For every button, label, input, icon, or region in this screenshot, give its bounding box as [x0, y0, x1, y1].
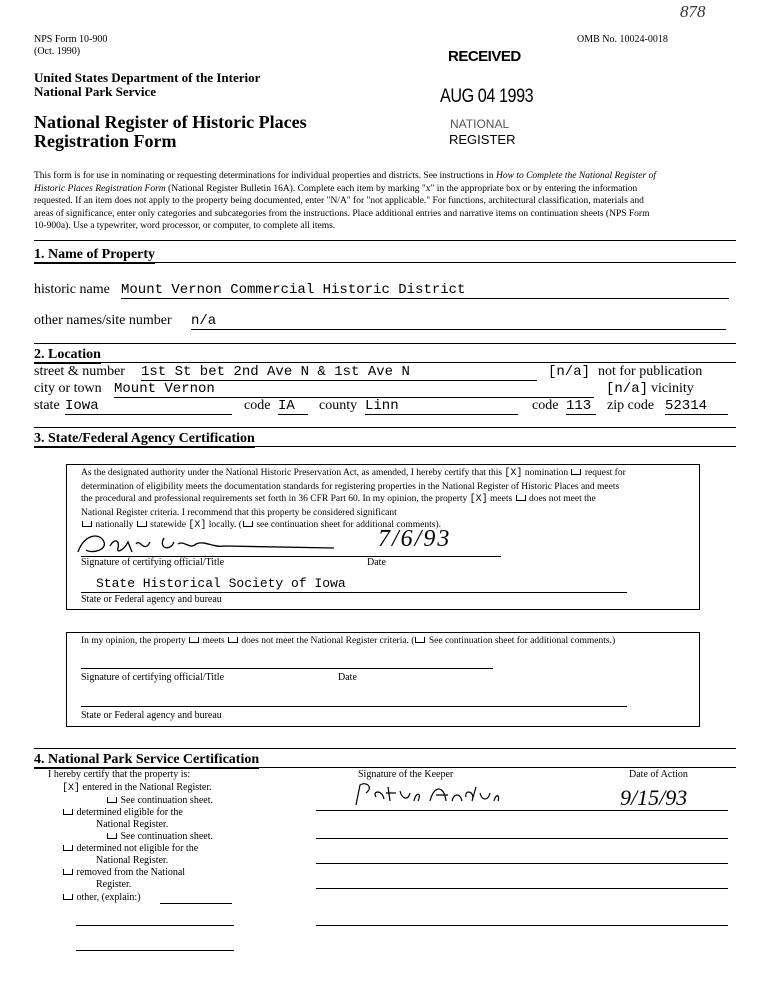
instructions: This form is for use in nominating or requesting determinations for individual properties and districts. See instructions in How to Complete the National Register of Historic Places Registration Form (National Register Bulletin 16A). Complete each item by marking "x" in the appropriate box or by entering the information requested. If an item does not apply to the property being documented, enter "N/A" for "not applicable." For functions, architectural classification, materials and areas of significance, enter only categories and subcategories from the instructions. Place additional entries and narrative items on continuation sheets (NPS Form 10-900a). Use a typewriter, word processor, or computer, to complete all items.: [34, 171, 656, 232]
agency-label: State or Federal agency and bureau: [81, 594, 222, 605]
page-title: National Register of Historic Places: [34, 112, 307, 132]
date-of-action-label: Date of Action: [629, 769, 688, 780]
other-line: [160, 903, 232, 904]
received-stamp: RECEIVED: [448, 48, 521, 65]
agency-label-2: State or Federal agency and bureau: [81, 710, 222, 721]
determined-not-eligible-option[interactable]: determined not eligible for the: [62, 843, 198, 855]
section-1-heading: 1. Name of Property: [34, 247, 156, 262]
stamp-date: AUG 04 1993: [440, 86, 534, 107]
explain-line: [76, 950, 234, 951]
not-for-publication-label: not for publication: [598, 364, 703, 379]
page-subtitle: Registration Form: [34, 131, 177, 151]
county-code-label: code: [532, 398, 559, 413]
determined-eligible-option[interactable]: determined eligible for the: [62, 807, 183, 819]
entered-option[interactable]: [X] entered in the National Register.: [62, 782, 212, 794]
section-3-heading: 3. State/Federal Agency Certification: [34, 431, 255, 446]
agency-line: [81, 592, 627, 593]
divider: [34, 767, 736, 768]
street-label: street & number: [34, 364, 125, 379]
other-option[interactable]: other, (explain:): [62, 892, 141, 904]
keeper-signature-label: Signature of the Keeper: [358, 769, 454, 780]
divider: [34, 748, 736, 749]
keeper-line: [316, 888, 728, 889]
keeper-signature: [352, 779, 502, 809]
keeper-line: [316, 810, 728, 811]
divider: [34, 362, 736, 363]
signature-label: Signature of certifying official/Title: [81, 557, 225, 568]
county-field[interactable]: Linn: [365, 398, 518, 415]
determined-eligible-line2: National Register.: [96, 819, 169, 830]
other-names-field[interactable]: n/a: [191, 313, 726, 330]
omb-number: OMB No. 10024-0018: [577, 34, 668, 45]
form-date: (Oct. 1990): [34, 46, 81, 57]
county-code-field[interactable]: 113: [566, 398, 596, 415]
state-official-signature: [74, 528, 344, 558]
vicinity-checkbox[interactable]: [n/a]: [606, 381, 649, 397]
keeper-line: [316, 925, 728, 926]
keeper-line: [316, 863, 728, 864]
section-2-heading: 2. Location: [34, 347, 101, 362]
state-label: state: [34, 398, 60, 413]
agency-field[interactable]: State Historical Society of Iowa: [96, 576, 346, 591]
keeper-line: [316, 838, 728, 839]
signature-line: [81, 668, 493, 669]
state-certification-text: As the designated authority under the National Historic Preservation Act, as amended, I hereby certify that this [X] nomination request for determination of eligibility meets the documentation standards for registering properties in the National Register of Historic Places and meets the procedural and professional requirements set forth in 36 CFR Part 60. In my opinion, the property [X] meets does not meet the National Register criteria. I recommend that this property be considered significant nationally statewide [X] locally. ( see continuation sheet for additional comments).: [81, 468, 626, 532]
street-field[interactable]: 1st St bet 2nd Ave N & 1st Ave N: [141, 364, 537, 381]
divider: [34, 240, 736, 241]
zip-field[interactable]: 52314: [665, 398, 728, 415]
city-field[interactable]: Mount Vernon: [114, 381, 594, 398]
date-label: Date: [367, 557, 386, 568]
other-names-label: other names/site number: [34, 313, 172, 328]
form-number: NPS Form 10-900: [34, 34, 108, 45]
vicinity-label: vicinity: [651, 381, 694, 396]
divider: [34, 446, 736, 447]
date-label-2: Date: [338, 672, 357, 683]
see-continuation-2[interactable]: See continuation sheet.: [106, 831, 213, 843]
historic-name-label: historic name: [34, 282, 110, 297]
department-name: United States Department of the Interior: [34, 70, 261, 85]
corner-handwritten-number: 878: [680, 2, 706, 21]
section-4-heading: 4. National Park Service Certification: [34, 752, 260, 767]
historic-name-field[interactable]: Mount Vernon Commercial Historic District: [121, 282, 729, 299]
state-code-label: code: [244, 398, 271, 413]
service-name: National Park Service: [34, 84, 157, 99]
divider: [34, 343, 736, 344]
city-label: city or town: [34, 381, 102, 396]
county-label: county: [319, 398, 358, 413]
stamp-register: REGISTER: [449, 132, 516, 147]
divider: [34, 427, 736, 428]
state-field[interactable]: Iowa: [65, 398, 232, 415]
determined-not-eligible-line2: National Register.: [96, 855, 169, 866]
see-continuation-1[interactable]: See continuation sheet.: [106, 795, 213, 807]
not-for-publication-checkbox[interactable]: [n/a]: [548, 364, 591, 380]
signature-label-2: Signature of certifying official/Title: [81, 672, 225, 683]
removed-line2: Register.: [96, 879, 132, 890]
second-opinion-text: In my opinion, the property meets does not meet the National Register criteria. ( See continuation sheet for additional comments.): [81, 636, 616, 646]
state-code-field[interactable]: IA: [278, 398, 308, 415]
agency-line-2: [81, 706, 627, 707]
removed-option[interactable]: removed from the National: [62, 867, 185, 879]
zip-label: zip code: [607, 398, 655, 413]
state-signature-date: 7/6/93: [378, 526, 452, 552]
stamp-national: NATIONAL: [450, 117, 510, 131]
action-date: 9/15/93: [620, 785, 688, 810]
explain-line: [76, 925, 234, 926]
certify-text: I hereby certify that the property is:: [48, 769, 191, 780]
divider: [34, 262, 736, 263]
